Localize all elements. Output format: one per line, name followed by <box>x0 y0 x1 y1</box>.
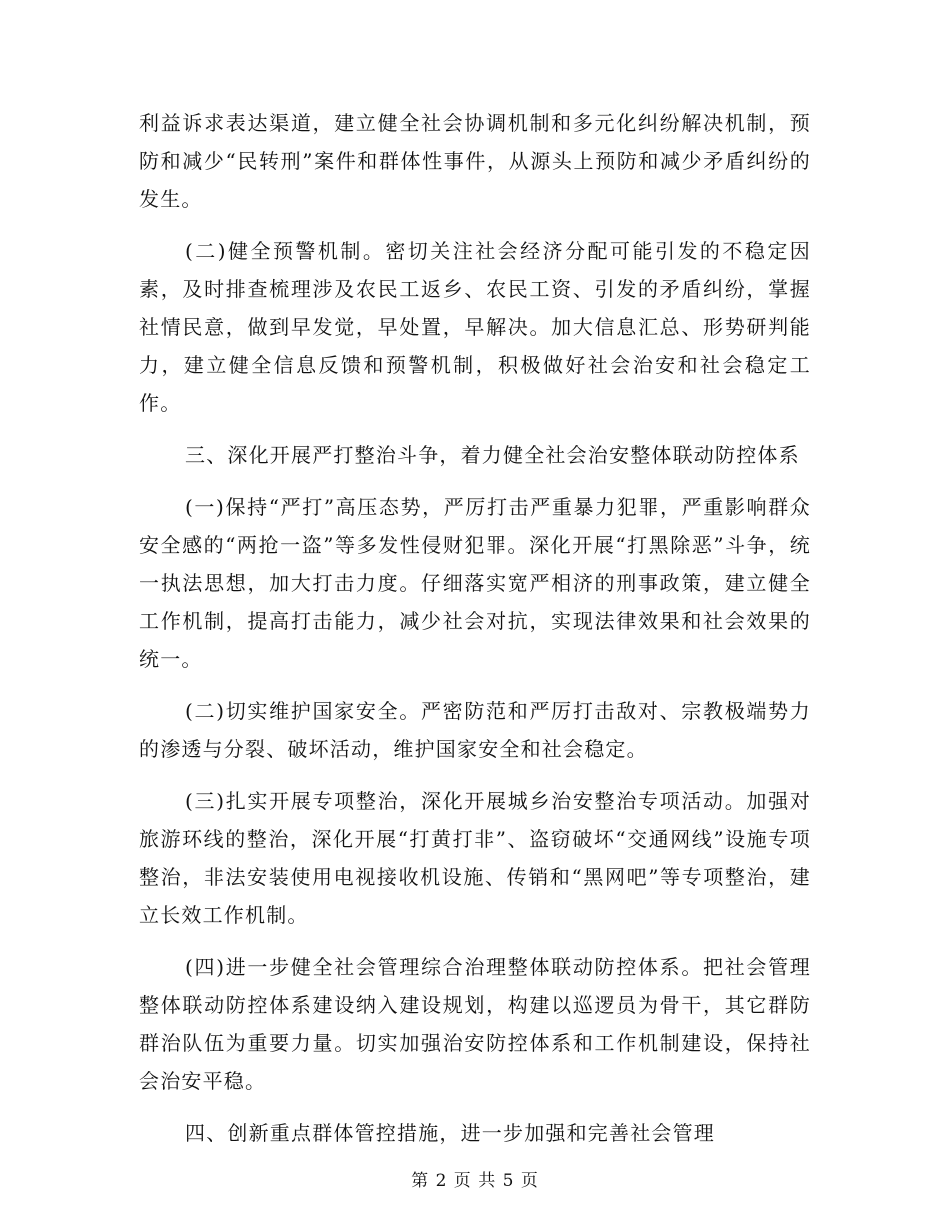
page-footer <box>0 1166 950 1191</box>
section-heading-four: 四、创新重点群体管控措施，进一步加强和完善社会管理 <box>185 1121 715 1145</box>
paragraph-national-security: (二)切实维护国家安全。严密防范和严厉打击敌对、宗教极端势力的渗透与分裂、破坏活动，维护国家安全和社会稳定。 <box>139 699 811 761</box>
paragraph-prevention-system: (四)进一步健全社会管理综合治理整体联动防控体系。把社会管理整体联动防控体系建设纳入建设规划，构建以巡逻员为骨干，其它群防群治队伍为重要力量。切实加强治安防控体系和工作机制建设，保持社会治安平稳。 <box>139 955 811 1093</box>
paragraph-early-warning: (二)健全预警机制。密切关注社会经济分配可能引发的不稳定因素，及时排查梳理涉及农民工返乡、农民工资、引发的矛盾纠纷，掌握社情民意，做到早发觉，早处置，早解决。加大信息汇总、形势研判能力，建立健全信息反馈和预警机制，积极做好社会治安和社会稳定工作。 <box>139 239 811 415</box>
paragraph-special-rectification: (三)扎实开展专项整治，深化开展城乡治安整治专项活动。加强对旅游环线的整治，深化开展“打黄打非”、盗窃破坏“交通网线”设施专项整治，非法安装使用电视接收机设施、传销和“黑网吧”等专项整治，建立长效工作机制。 <box>139 789 811 927</box>
page-number-label: 第 2 页 共 5 页 <box>411 1171 539 1191</box>
section-heading-three: 三、深化开展严打整治斗争，着力健全社会治安整体联动防控体系 <box>185 443 800 467</box>
document-body <box>139 104 811 1152</box>
paragraph-strike-hard: (一)保持“严打”高压态势，严厉打击严重暴力犯罪，严重影响群众安全感的“两抢一盗”等多发性侵财犯罪。深化开展“打黑除恶”斗争，统一执法思想，加大打击力度。仔细落实宽严相济的刑事政策，建立健全工作机制，提高打击能力，减少社会对抗，实现法律效果和社会效果的统一。 <box>139 495 811 671</box>
paragraph-continuation: 利益诉求表达渠道，建立健全社会协调机制和多元化纠纷解决机制，预防和减少“民转刑”案件和群体性事件，从源头上预防和减少矛盾纠纷的发生。 <box>139 111 811 211</box>
